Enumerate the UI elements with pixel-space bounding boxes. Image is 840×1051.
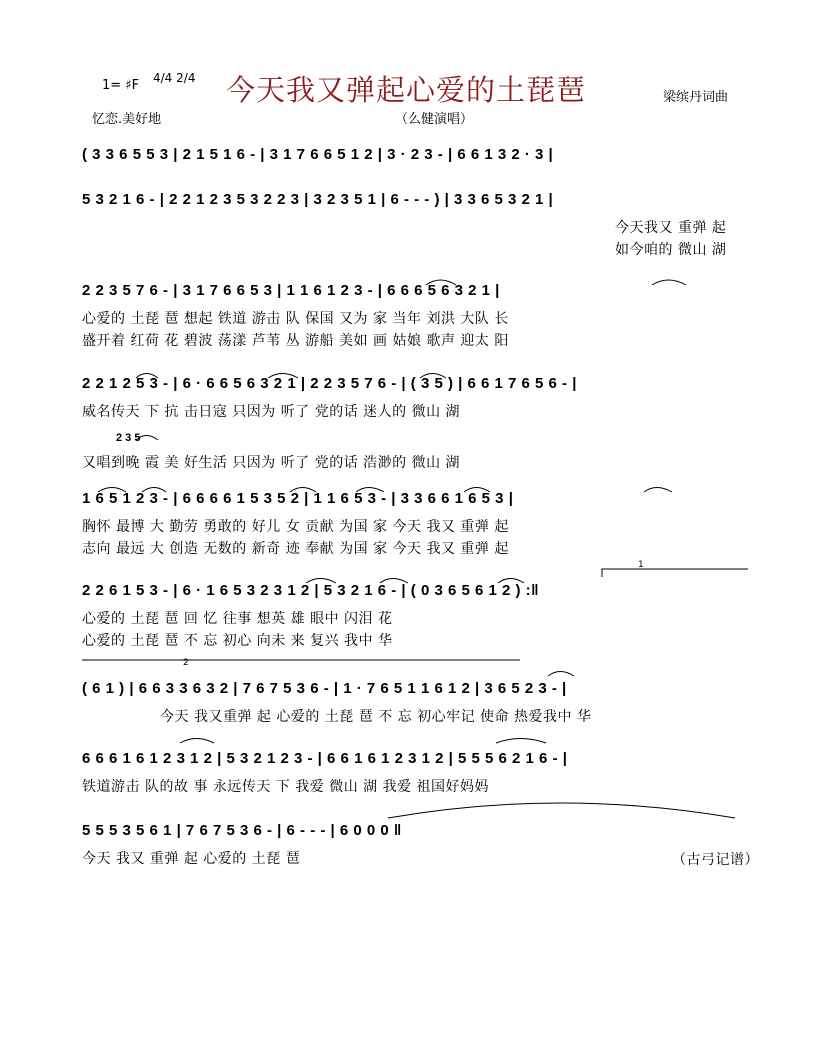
notation-row: 2 2 3 5 7 6 - | 3 1 7 6 6 5 3 | 1 1 6 1 2 3 - | 6 6 6 5 6 3 2 1 | [82,282,500,299]
slur [420,374,446,379]
lyric-line: 威名传天 下 抗 击日寇 只因为 听了 党的话 迷人的 微山 湖 [82,404,461,420]
slur [644,488,672,493]
volta-first-bracket [602,569,748,577]
lyric-line: 心爱的 土琵 琶 想起 铁道 游击 队 保国 又为 家 当年 刘洪 大队 长 [82,311,509,327]
notation-row: 6 6 6 1 6 1 2 3 1 2 | 5 3 2 1 2 3 - | 6 6 1 6 1 2 3 1 2 | 5 5 5 6 2 1 6 - | [82,750,568,767]
time-signature-1: 4/4 [153,71,173,85]
slur [548,672,574,677]
notation-row: 5 5 5 3 5 6 1 | 7 6 7 5 3 6 - | 6 - - - | 6 0 0 0 ‖ [82,822,402,839]
tie-final [388,803,735,818]
lyric-line: 又唱到晚 霞 美 好生活 只因为 听了 党的话 浩渺的 微山 湖 [82,455,461,471]
notation-row: 2 2 1 2 5 3 - | 6 · 6 6 5 6 3 2 1 | 2 2 3 5 7 6 - | ( 3 5 ) | 6 6 1 7 6 5 6 - | [82,375,577,392]
slur [464,488,490,493]
page-title: 今天我又弹起心爱的土琵琶 [226,73,587,107]
slur [496,739,546,744]
notation-row: 1 6 5 1 2 3 - | 6 6 6 6 1 5 3 5 2 | 1 1 6 5 3 - | 3 3 6 6 1 6 5 3 | [82,490,514,507]
slur [136,374,158,379]
lyric-line: 今天我又 重弹 起 [615,220,727,236]
volta-second-label: 2 [183,658,189,668]
credits: 梁缤丹词曲 [663,90,729,105]
lyric-line: 今天 我又重弹 起 心爱的 土琵 琶 不 忘 初心牢记 使命 热爱我中 华 [160,709,592,725]
slur [142,488,166,493]
volta-first-label: 1 [638,560,644,570]
slur [180,739,214,744]
tempo-mood: 忆恋.美好地 [92,112,162,127]
lyric-line: 盛开着 红荷 花 碧波 荡漾 芦苇 丛 游船 美如 画 姑娘 歌声 迎太 阳 [82,333,509,349]
slur [356,488,384,493]
time-signature-2: 2/4 [176,71,196,85]
slur [652,280,686,285]
notation-row: ( 6 1 ) | 6 6 3 3 6 3 2 | 7 6 7 5 3 6 - | 1 · 7 6 5 1 1 6 1 2 | 3 6 5 2 3 - | [82,680,567,697]
notation-row: 2 2 6 1 5 3 - | 6 · 1 6 5 3 2 3 1 2 | 5 3 2 1 6 - | ( 0 3 6 5 6 1 2 ) :‖ [82,582,540,599]
lyric-line: 心爱的 土琵 琶 回 忆 往事 想英 雄 眼中 闪泪 花 [82,611,393,627]
slur [290,488,316,493]
lyric-line: 今天 我又 重弹 起 心爱的 土琵 琶 [82,851,301,867]
notation-row: 5 3 2 1 6 - | 2 2 1 2 3 5 3 2 2 3 | 3 2 3 5 1 | 6 - - - ) | 3 3 6 5 3 2 1 | [82,191,554,208]
lyric-line: 心爱的 土琵 琶 不 忘 初心 向未 来 复兴 我中 华 [82,633,393,649]
slur [98,488,126,493]
slur [426,280,456,285]
slur [380,579,408,584]
grace-notes: 2 3 5 [116,432,141,444]
notation-row: ( 3 3 6 5 5 3 | 2 1 5 1 6 - | 3 1 7 6 6 5 1 2 | 3 · 2 3 - | 6 6 1 3 2 · 3 | [82,146,554,163]
lyric-line: 胸怀 最博 大 勤劳 勇敢的 好儿 女 贡献 为国 家 今天 我又 重弹 起 [82,519,509,535]
lyric-line: 铁道游击 队的故 事 永远传天 下 我爱 微山 湖 我爱 祖国好妈妈 [82,779,490,795]
performer: （么健演唱） [395,112,474,127]
lyric-line: 如今咱的 微山 湖 [615,242,727,258]
slur [306,579,336,584]
key-signature: 1= ♯F [102,78,140,93]
slur [268,374,298,379]
slur [498,579,524,584]
source-credit: （古弓记谱） [672,852,759,868]
lyric-line: 志向 最远 大 创造 无数的 新奇 迹 奉献 为国 家 今天 我又 重弹 起 [82,541,509,557]
